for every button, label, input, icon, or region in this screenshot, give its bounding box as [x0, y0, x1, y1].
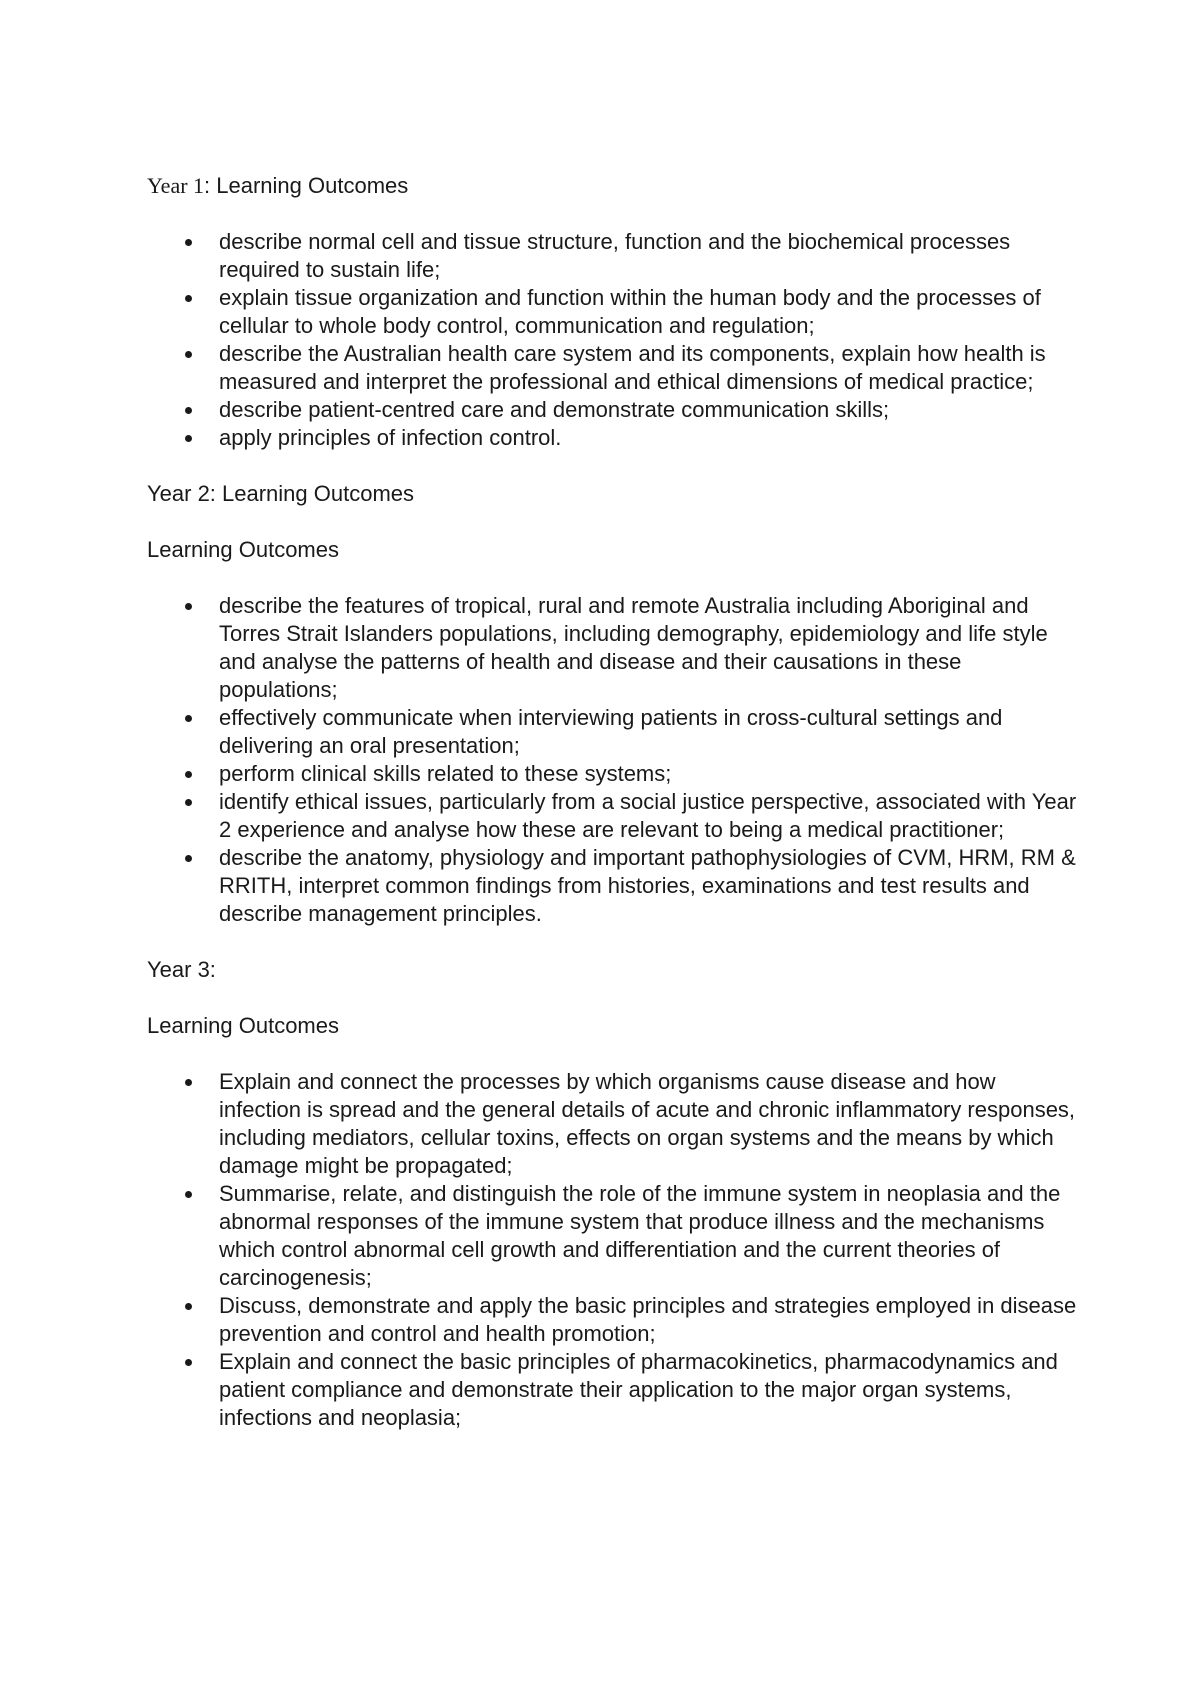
list-item: Summarise, relate, and distinguish the role of the immune system in neoplasia and the abnormal responses of the immune system that produce illness and the mechanisms which control abnormal cell growth and differentiation and the current theories of carcinogenesis;	[147, 1180, 1077, 1292]
year1-heading-rest: : Learning Outcomes	[204, 173, 409, 198]
year1-outcomes-list	[147, 228, 1077, 452]
list-item: describe the features of tropical, rural and remote Australia including Aboriginal and Torres Strait Islanders populations, including demography, epidemiology and life style and analyse the patterns of health and disease and their causations in these populations;	[147, 592, 1077, 704]
year2-subheading: Learning Outcomes	[147, 537, 339, 562]
bullet-icon	[185, 603, 192, 610]
document-page	[147, 172, 1077, 1432]
list-item: Explain and connect the basic principles of pharmacokinetics, pharmacodynamics and patient compliance and demonstrate their application to the major organ systems, infections and neoplasia;	[147, 1348, 1077, 1432]
bullet-icon	[185, 1079, 192, 1086]
bullet-icon	[185, 407, 192, 414]
list-item: identify ethical issues, particularly from a social justice perspective, associated with Year 2 experience and analyse how these are relevant to being a medical practitioner;	[147, 788, 1077, 844]
list-item: perform clinical skills related to these systems;	[147, 760, 1077, 788]
list-item: describe patient-centred care and demonstrate communication skills;	[147, 396, 1077, 424]
bullet-icon	[185, 771, 192, 778]
bullet-icon	[185, 1191, 192, 1198]
bullet-icon	[185, 1359, 192, 1366]
bullet-icon	[185, 855, 192, 862]
bullet-icon	[185, 1303, 192, 1310]
bullet-icon	[185, 295, 192, 302]
bullet-icon	[185, 715, 192, 722]
list-item: describe the Australian health care system and its components, explain how health is measured and interpret the professional and ethical dimensions of medical practice;	[147, 340, 1077, 396]
year3-heading: Year 3:	[147, 957, 216, 982]
bullet-icon	[185, 799, 192, 806]
list-item: Explain and connect the processes by which organisms cause disease and how infection is spread and the general details of acute and chronic inflammatory responses, including mediators, cellular toxins, effects on organ systems and the means by which damage might be propagated;	[147, 1068, 1077, 1180]
year1-heading-year: Year 1	[147, 173, 205, 198]
list-item: Discuss, demonstrate and apply the basic principles and strategies employed in disease prevention and control and health promotion;	[147, 1292, 1077, 1348]
list-item: describe the anatomy, physiology and important pathophysiologies of CVM, HRM, RM & RRITH, interpret common findings from histories, examinations and test results and describe management principles.	[147, 844, 1077, 928]
year3-outcomes-list	[147, 1068, 1077, 1432]
list-item: apply principles of infection control.	[147, 424, 1077, 452]
list-item: explain tissue organization and function within the human body and the processes of cellular to whole body control, communication and regulation;	[147, 284, 1077, 340]
year2-outcomes-list	[147, 592, 1077, 928]
year1-heading	[147, 172, 1077, 200]
bullet-icon	[185, 239, 192, 246]
year2-heading: Year 2: Learning Outcomes	[147, 481, 415, 506]
bullet-icon	[185, 435, 192, 442]
list-item: describe normal cell and tissue structure, function and the biochemical processes required to sustain life;	[147, 228, 1077, 284]
year3-subheading: Learning Outcomes	[147, 1013, 339, 1038]
bullet-icon	[185, 351, 192, 358]
list-item: effectively communicate when interviewing patients in cross-cultural settings and delivering an oral presentation;	[147, 704, 1077, 760]
